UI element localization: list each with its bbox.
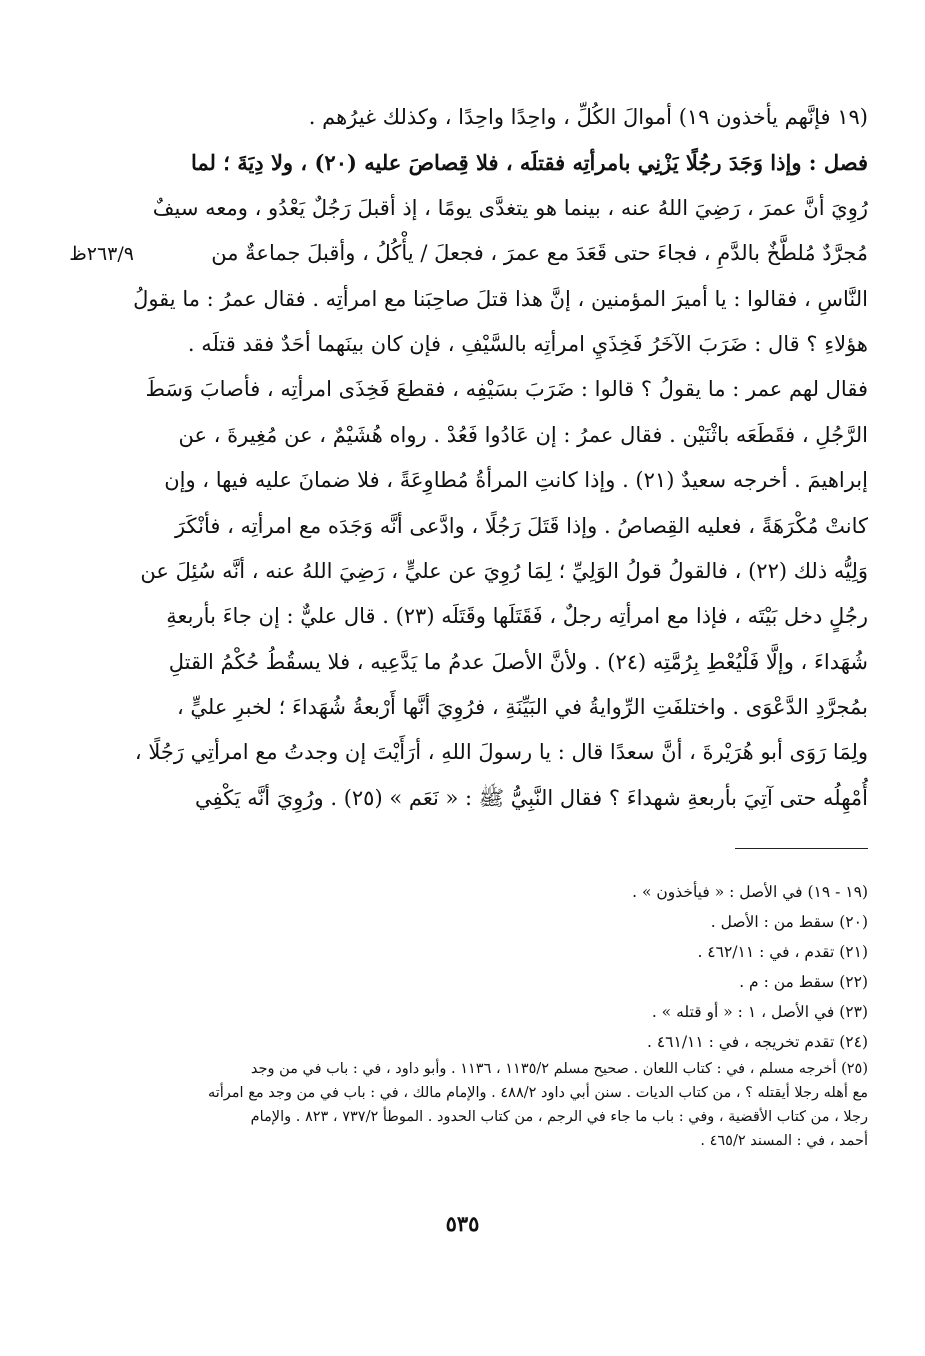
footnote: (٢٤) تقدم تخريجه ، في : ٤٦١/١١ .: [647, 1033, 868, 1051]
margin-folio-note: ٢٦٣/٩ظ: [69, 243, 134, 265]
footnote: (٢١) تقدم ، في : ٤٦٢/١١ .: [697, 943, 868, 961]
text-line: شُهَداءَ ، وإلَّا فَلْيُعْطِ بِرُمَّتِه (٢٤) . ولأنَّ الأصلَ عدمُ ما يَدَّعِيه ، فلا يسقُطُ حُكْمُ القتلِ: [168, 649, 868, 674]
footnotes: [138, 877, 868, 1153]
footnote-line: رجلا ، من كتاب الأقضية ، وفي : باب ما جاء في الرجم ، من كتاب الحدود . الموطأ ٧٣٧/٢ ، ٨٢٣ . والإمام: [250, 1109, 868, 1125]
text-line: بمُجرَّدِ الدَّعْوَى . واختلفَتِ الرِّوايةُ في البَيِّنَةِ ، فرُوِيَ أنَّها أَرْبعةُ شُهَداءَ ؛ لخبرِ عليٍّ ،: [176, 695, 868, 720]
footnote-line: (٢٥) أخرجه مسلم ، في : كتاب اللعان . صحيح مسلم ١١٣٥/٢ ، ١١٣٦ . وأبو داود ، في : باب في من وجد: [250, 1061, 868, 1077]
footnote: (٢٠) سقط من : الأصل .: [710, 913, 868, 931]
main-text: [128, 95, 868, 821]
text-line: هؤلاءِ ؟ قال : ضَرَبَ الآخَرُ فَخِذَيِ امرأتِه بالسَّيْفِ ، فإن كان بينَهما أحَدٌ فقد قتلَه .: [187, 331, 868, 356]
text-line: إبراهيمَ . أخرجه سعيدٌ (٢١) . وإذا كانتِ المرأةُ مُطاوِعَةً ، فلا ضمانَ عليه فيها ، وإن: [164, 468, 868, 493]
text-line: الرَّجُلِ ، فقَطَعَه باثْنَيْن . فقال عمرُ : إن عَادُوا فَعُدْ . رواه هُشَيْمٌ ، عن مُغِيرةَ ، عن: [178, 422, 868, 447]
text-line: أُمْهِلُه حتى آتِيَ بأربعةِ شهداءَ ؟ فقال النَّبِيُّ ﷺ : « نَعَم » (٢٥) . ورُوِيَ أنَّه يَكْفِي: [194, 785, 868, 810]
page-number: ٥٣٥: [445, 1211, 480, 1236]
text-line: فصل : وإذا وَجَدَ رجُلًا يَزْنِي بامرأتِه فقتلَه ، فلا قِصاصَ عليه (٢٠) ، ولا دِيَةَ ؛ لما: [190, 150, 868, 176]
text-line: وَلِيُّه ذلك (٢٢) ، فالقولُ قولُ الوَلِيِّ ؛ لِمَا رُوِيَ عن عليٍّ ، رَضِيَ اللهُ عنه ، أنَّه سُئِلَ عن: [140, 558, 868, 583]
text-line: مُجرَّدٌ مُلطَّخٌ بالدَّمِ ، فجاءَ حتى قَعَدَ مع عمرَ ، فجعلَ / يأْكُلُ ، وأقبلَ جماعةٌ من: [211, 241, 868, 266]
footnote-line: أحمد ، في : المسند ٤٦٥/٢ .: [700, 1133, 868, 1149]
text-line: رجُلٍ دخل بَيْتَه ، فإذا مع امرأتِه رجلٌ ، فَقَتَلَها وقَتَلَه (٢٣) . قال عليٌّ : إن جاءَ بأربعةِ: [166, 604, 868, 629]
text-line: ولِمَا رَوَى أبو هُرَيْرةَ ، أنَّ سعدًا قال : يا رسولَ اللهِ ، أرَأَيْتَ إن وجدتُ مع امرأتِي رَجُلًا ،: [134, 740, 868, 765]
footnote: (١٩ - ١٩) في الأصل : « فيأخذون » .: [632, 883, 868, 901]
text-line: كانتْ مُكْرَهَةً ، فعليه القِصاصُ . وإذا قَتَلَ رَجُلًا ، وادَّعى أنَّه وَجَدَه مع امرأتِه ، فأنْكَرَ: [174, 513, 868, 538]
text-line: رُوِيَ أنَّ عمرَ ، رَضِيَ اللهُ عنه ، بينما هو يتغدَّى يومًا ، إذ أقبلَ رَجُلٌ يَعْدُو ، ومعه سيفٌ: [152, 195, 868, 220]
footnote: (٢٢) سقط من : م .: [739, 973, 868, 991]
footnote: (٢٣) في الأصل ، ١ : « أو قتله » .: [651, 1003, 868, 1021]
text-line: النَّاسِ ، فقالوا : يا أميرَ المؤمنين ، إنَّ هذا قتلَ صاحِبَنا مع امرأتِه . فقال عمرُ : ما يقولُ: [133, 286, 868, 311]
footnote-line: مع أهله رجلا أيقتله ؟ ، من كتاب الديات . سنن أبي داود ٤٨٨/٢ . والإمام مالك ، في : باب في من وجد مع امرأته: [207, 1085, 868, 1101]
text-line: (١٩ فإنَّهم يأخذون ١٩) أموالَ الكُلِّ ، واحِدًا واحِدًا ، وكذلك غيرُهم .: [308, 105, 868, 129]
text-line: فقال لهم عمر : ما يقولُ ؟ قالوا : ضَرَبَ بسَيْفِه ، فقطعَ فَخِذَى امرأتِه ، فأصابَ وَسَطَ: [145, 377, 868, 402]
footnote-separator: [735, 848, 868, 849]
